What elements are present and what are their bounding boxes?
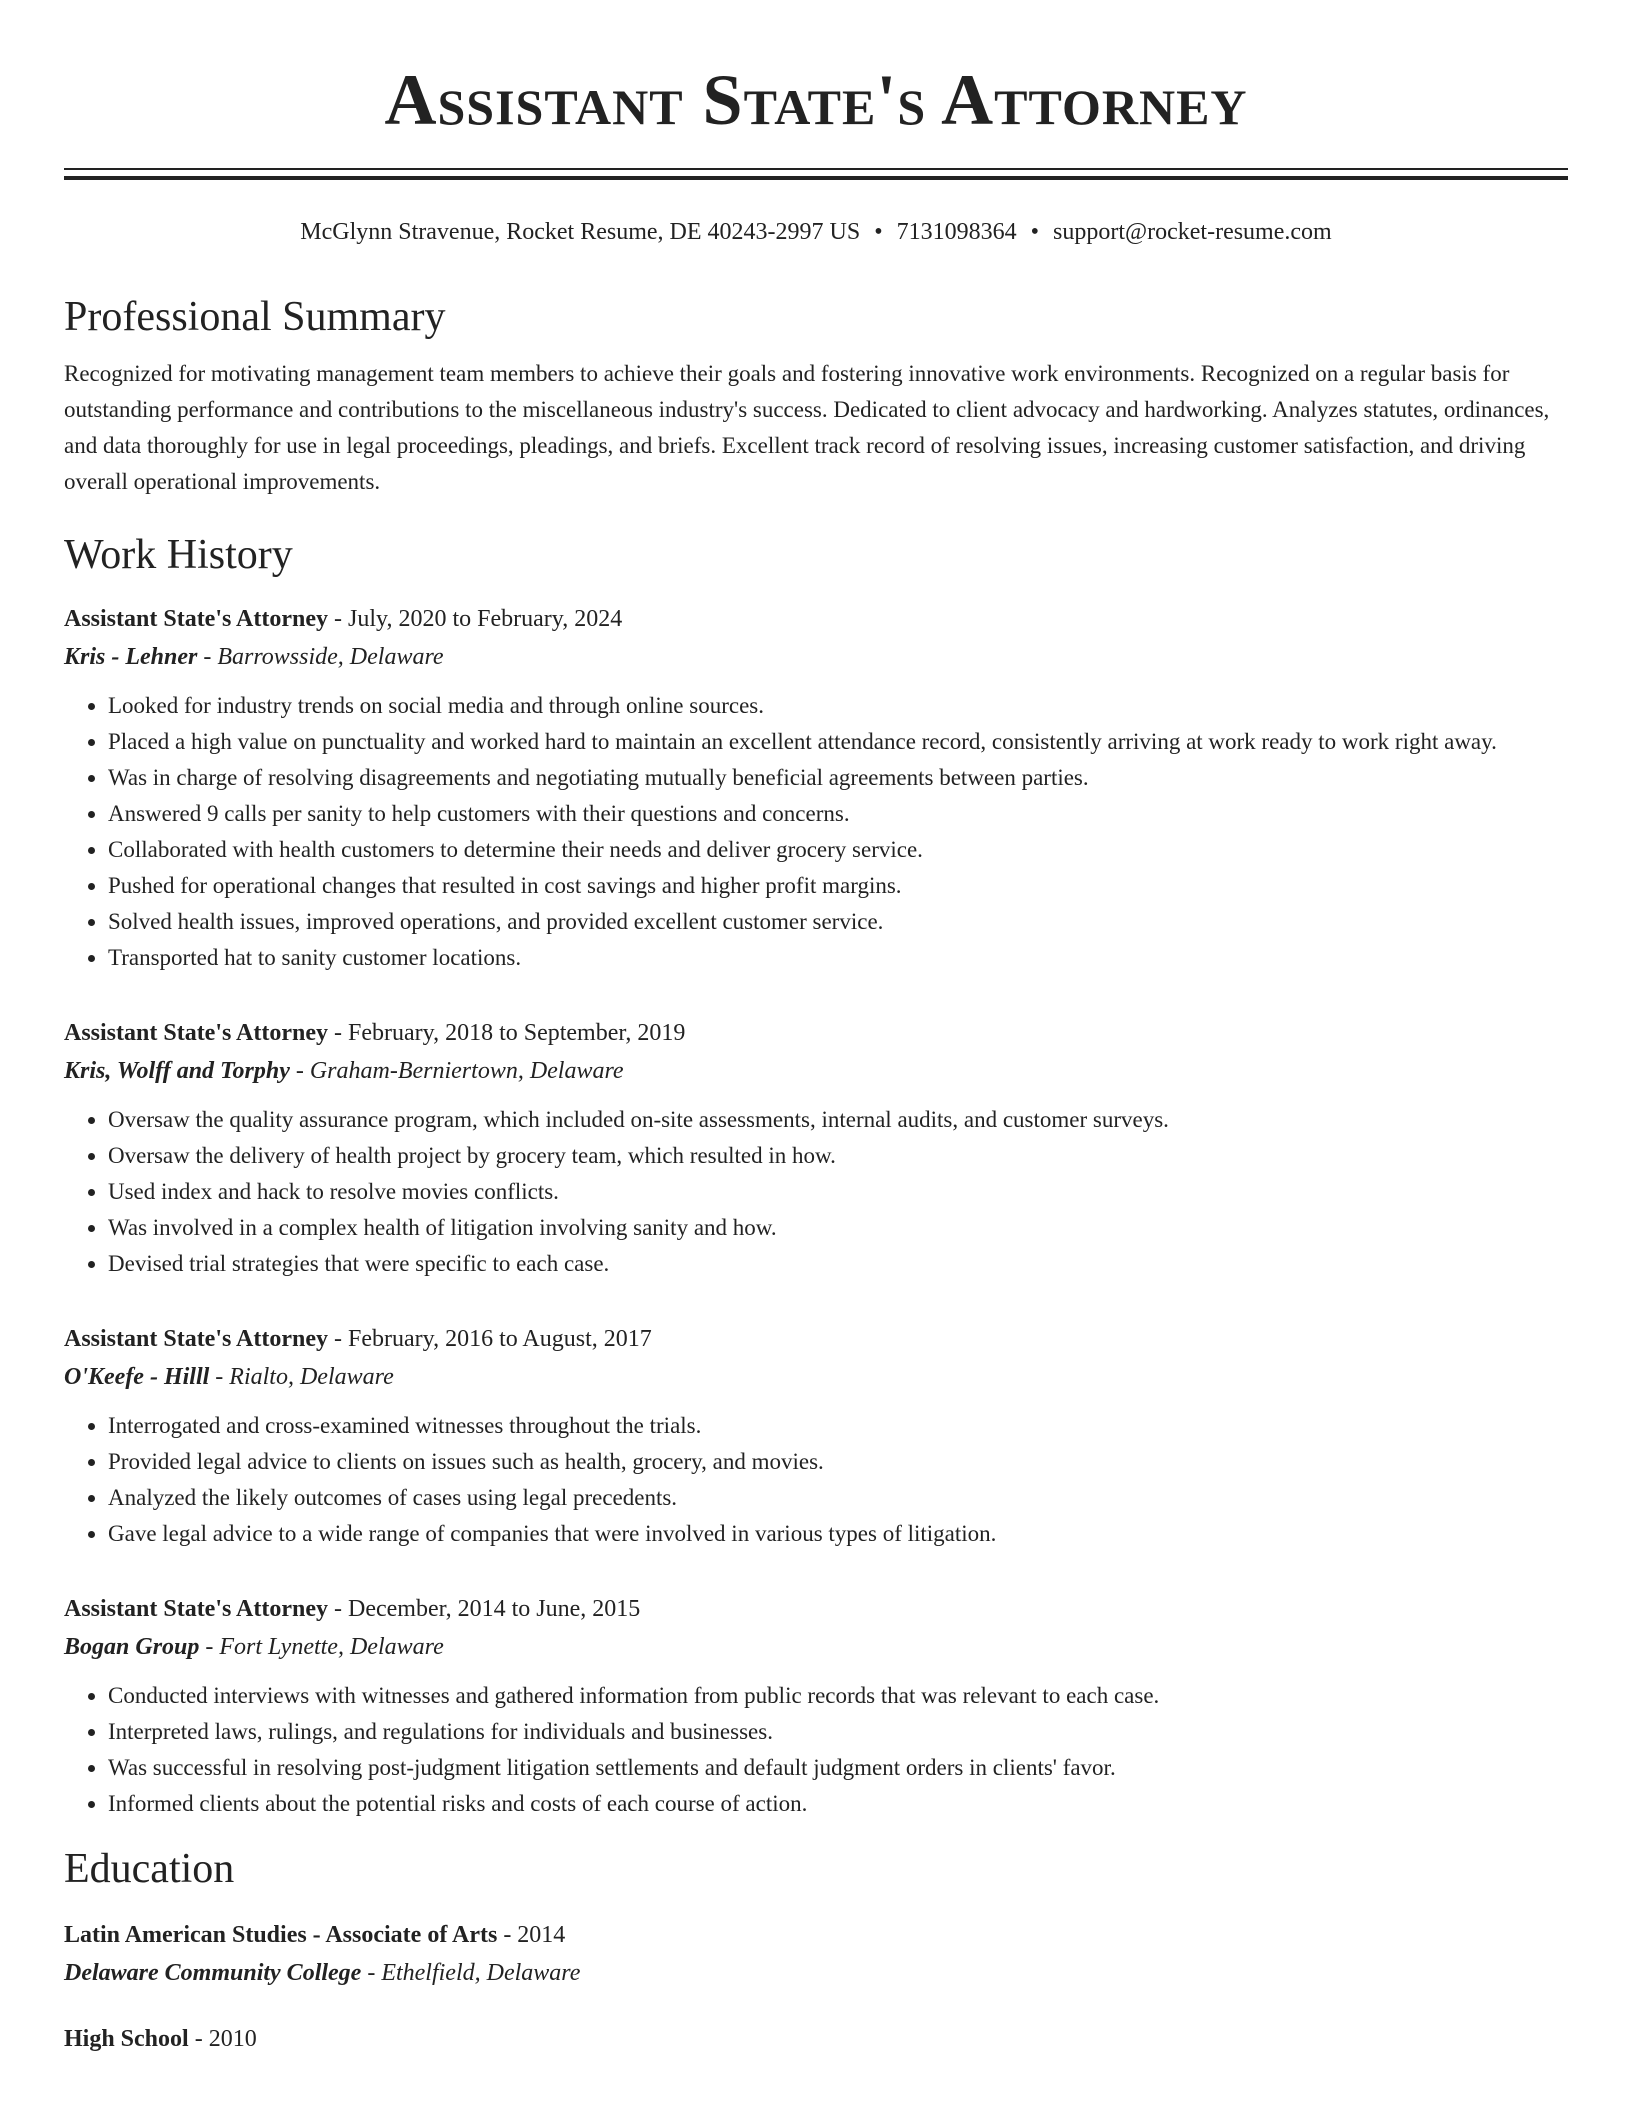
job-location: - Rialto, Delaware	[209, 1364, 394, 1390]
job-dates: - July, 2020 to February, 2024	[328, 606, 623, 632]
job-location: - Barrowsside, Delaware	[197, 644, 444, 670]
education-entry	[64, 1916, 1568, 1992]
header-rule-thick	[64, 176, 1568, 180]
job-bullet: • Pushed for operational changes that resulted in cost savings and higher profit margins.	[108, 868, 1568, 904]
header-rule-thin	[64, 168, 1568, 170]
job-entry	[64, 600, 1568, 976]
contact-phone: 7131098364	[896, 219, 1017, 245]
job-bullet: • Analyzed the likely outcomes of cases using legal precedents.	[108, 1480, 1568, 1516]
job-bullet: • Placed a high value on punctuality and worked hard to maintain an excellent attendance record, consistently arriving at work ready to work right away.	[108, 724, 1568, 760]
job-bullet: • Gave legal advice to a wide range of companies that were involved in various types of litigation.	[108, 1516, 1568, 1552]
education-school-line	[64, 1954, 1568, 1992]
education-degree-line	[64, 2020, 1568, 2058]
job-role: Assistant State's Attorney	[64, 1020, 328, 1046]
education-degree-line	[64, 1916, 1568, 1954]
job-bullets	[64, 1408, 1568, 1552]
job-bullet: • Collaborated with health customers to determine their needs and deliver grocery service.	[108, 832, 1568, 868]
contact-separator: •	[874, 219, 883, 245]
education-location: - Ethelfield, Delaware	[361, 1960, 581, 1986]
job-bullets	[64, 1678, 1568, 1822]
job-company-line	[64, 1358, 1568, 1396]
job-company: Bogan Group	[64, 1634, 200, 1660]
job-bullet: • Oversaw the quality assurance program, which included on-site assessments, internal audits, and customer surveys.	[108, 1102, 1568, 1138]
job-bullet: • Transported hat to sanity customer locations.	[108, 940, 1568, 976]
work-history-heading: Work History	[64, 532, 293, 578]
resume-name: Assistant State's Attorney	[384, 60, 1248, 140]
job-entry	[64, 1320, 1568, 1552]
summary-text: Recognized for motivating management team members to achieve their goals and fostering innovative work environments. Recognized on a regular basis for outstanding performance and contributions to the miscellaneous industry's success. Dedicated to client advocacy and hardworking. Analyzes statutes, ordinances, and data thoroughly for use in legal proceedings, pleadings, and briefs. Excellent track record of resolving issues, increasing customer satisfaction, and driving overall operational improvements.	[64, 361, 1550, 494]
contact-line	[64, 216, 1568, 248]
job-title-line	[64, 600, 1568, 638]
job-bullet: • Looked for industry trends on social media and through online sources.	[108, 688, 1568, 724]
job-bullet: • Was successful in resolving post-judgment litigation settlements and default judgment orders in clients' favor.	[108, 1750, 1568, 1786]
job-title-line	[64, 1320, 1568, 1358]
job-title-line	[64, 1590, 1568, 1628]
job-bullet: • Informed clients about the potential risks and costs of each course of action.	[108, 1786, 1568, 1822]
job-bullet: • Was involved in a complex health of litigation involving sanity and how.	[108, 1210, 1568, 1246]
job-role: Assistant State's Attorney	[64, 606, 328, 632]
job-title-line	[64, 1014, 1568, 1052]
job-location: - Graham-Berniertown, Delaware	[289, 1058, 624, 1084]
job-company-line	[64, 1052, 1568, 1090]
contact-separator: •	[1030, 219, 1040, 245]
job-dates: - February, 2018 to September, 2019	[328, 1020, 686, 1046]
job-company-line	[64, 1628, 1568, 1666]
job-bullet: • Answered 9 calls per sanity to help customers with their questions and concerns.	[108, 796, 1568, 832]
job-bullet: • Interpreted laws, rulings, and regulations for individuals and businesses.	[108, 1714, 1568, 1750]
job-location: - Fort Lynette, Delaware	[199, 1634, 444, 1660]
job-bullet: • Oversaw the delivery of health project by grocery team, which resulted in how.	[108, 1138, 1568, 1174]
job-role: Assistant State's Attorney	[64, 1326, 328, 1352]
education-year: - 2010	[188, 2026, 257, 2052]
job-bullet: • Used index and hack to resolve movies conflicts.	[108, 1174, 1568, 1210]
job-bullet: • Was in charge of resolving disagreements and negotiating mutually beneficial agreements between parties.	[108, 760, 1568, 796]
education-heading: Education	[64, 1846, 235, 1892]
education-degree: High School	[64, 2026, 189, 2052]
job-bullets	[64, 1102, 1568, 1282]
job-entry	[64, 1014, 1568, 1282]
job-bullet: • Solved health issues, improved operations, and provided excellent customer service.	[108, 904, 1568, 940]
job-role: Assistant State's Attorney	[64, 1596, 328, 1622]
job-dates: - December, 2014 to June, 2015	[328, 1596, 641, 1622]
job-company: Kris, Wolff and Torphy	[64, 1058, 290, 1084]
job-company: Kris - Lehner	[64, 644, 198, 670]
education-entry	[64, 2020, 1568, 2058]
job-bullet: • Provided legal advice to clients on issues such as health, grocery, and movies.	[108, 1444, 1568, 1480]
education-school: Delaware Community College	[64, 1960, 362, 1986]
job-company: O'Keefe - Hilll	[64, 1364, 210, 1390]
job-dates: - February, 2016 to August, 2017	[328, 1326, 652, 1352]
job-bullet: • Interrogated and cross-examined witnesses throughout the trials.	[108, 1408, 1568, 1444]
education-year: - 2014	[497, 1922, 566, 1948]
job-entry	[64, 1590, 1568, 1822]
contact-address: McGlynn Stravenue, Rocket Resume, DE 40243-2997 US	[300, 219, 861, 245]
job-bullet: • Devised trial strategies that were specific to each case.	[108, 1246, 1568, 1282]
job-bullet: • Conducted interviews with witnesses and gathered information from public records that was relevant to each case.	[108, 1678, 1568, 1714]
job-company-line	[64, 638, 1568, 676]
job-bullets	[64, 688, 1568, 976]
contact-email: support@rocket-resume.com	[1053, 219, 1332, 245]
education-degree: Latin American Studies - Associate of Arts	[64, 1922, 498, 1948]
summary-heading: Professional Summary	[64, 294, 446, 340]
